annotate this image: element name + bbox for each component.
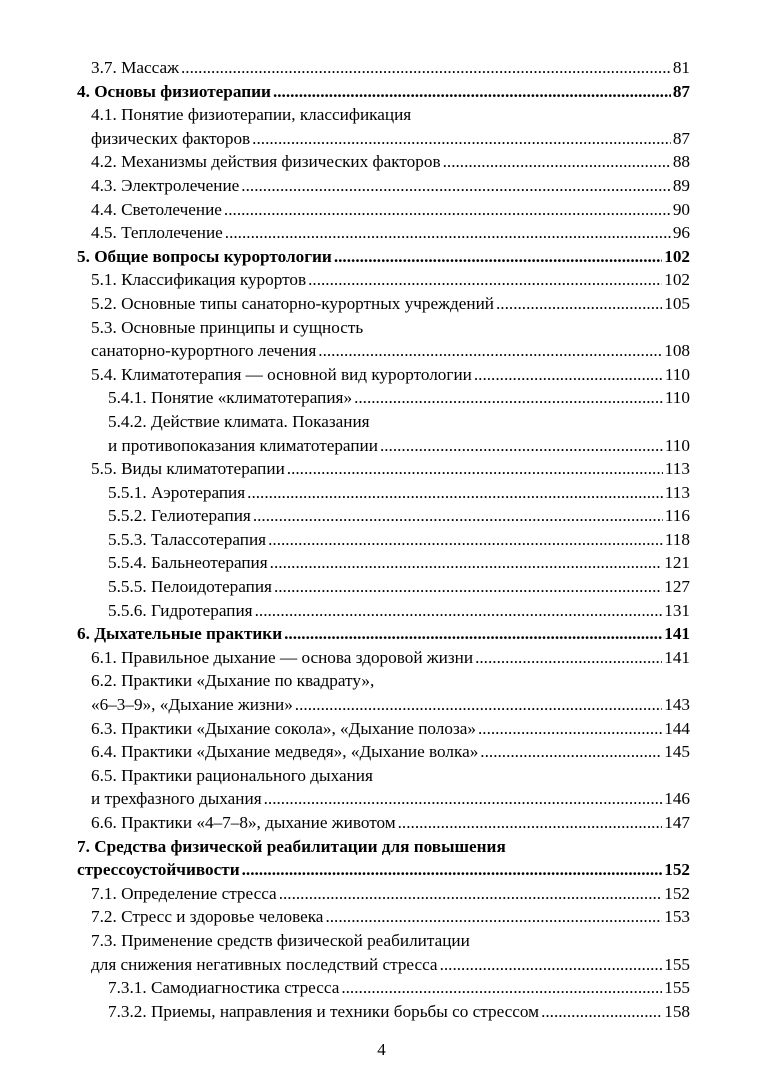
toc-entry-line bbox=[77, 198, 690, 222]
toc-page-number: 102 bbox=[664, 246, 690, 266]
toc-page-number: 146 bbox=[664, 789, 690, 809]
toc-page-number: 89 bbox=[672, 175, 690, 195]
toc-page-number: 108 bbox=[664, 341, 690, 361]
toc-entry-line bbox=[77, 669, 690, 693]
toc-entry-line bbox=[77, 56, 690, 80]
toc-entry-title: 5.5.6. Гидротерапия bbox=[108, 600, 253, 620]
toc-entry-line bbox=[77, 434, 690, 458]
toc-entry-title: стрессоустойчивости bbox=[77, 860, 240, 880]
toc-page-number: 141 bbox=[664, 647, 690, 667]
toc-entry-title: 6. Дыхательные практики bbox=[77, 624, 283, 644]
dot-leader bbox=[475, 646, 662, 670]
toc-entry-line bbox=[77, 811, 690, 835]
toc-entry-title: 4.5. Теплолечение bbox=[91, 223, 223, 243]
toc-page-number: 143 bbox=[664, 695, 690, 715]
page-number: 4 bbox=[377, 1040, 386, 1059]
toc-entry-title: 4. Основы физиотерапии bbox=[77, 81, 271, 101]
toc-page-number: 81 bbox=[672, 58, 690, 77]
toc-entry-line bbox=[77, 410, 690, 434]
toc-entry-title: 3.7. Массаж bbox=[91, 58, 179, 77]
toc-entry-line bbox=[77, 976, 690, 1000]
toc-page-number: 87 bbox=[672, 81, 690, 101]
toc-entry-line bbox=[77, 1000, 690, 1024]
dot-leader bbox=[247, 481, 663, 505]
table-of-contents bbox=[77, 56, 690, 1023]
toc-page-number: 88 bbox=[672, 152, 690, 172]
toc-entry-line bbox=[77, 316, 690, 340]
toc-entry-line bbox=[77, 953, 690, 977]
toc-page-number: 153 bbox=[664, 907, 690, 927]
toc-entry-title: 6.5. Практики рационального дыхания bbox=[91, 765, 373, 785]
toc-entry-line bbox=[77, 551, 690, 575]
toc-entry-title: 6.1. Правильное дыхание — основа здоровой жизни bbox=[91, 647, 474, 667]
dot-leader bbox=[242, 858, 663, 882]
toc-entry-line bbox=[77, 103, 690, 127]
toc-entry-title: и противопоказания климатотерапии bbox=[108, 435, 378, 455]
toc-page-number: 116 bbox=[664, 506, 690, 526]
dot-leader bbox=[318, 339, 662, 363]
toc-entry-line bbox=[77, 646, 690, 670]
toc-entry-title: 7.3. Применение средств физической реабилитации bbox=[91, 930, 470, 950]
toc-page-number: 110 bbox=[664, 435, 690, 455]
dot-leader bbox=[273, 80, 671, 104]
toc-page-number: 152 bbox=[664, 860, 690, 880]
dot-leader bbox=[474, 363, 663, 387]
toc-entry-title: и трехфазного дыхания bbox=[91, 789, 262, 809]
toc-page-number: 152 bbox=[664, 883, 690, 903]
toc-entry-title: 5.4.2. Действие климата. Показания bbox=[108, 411, 370, 431]
dot-leader bbox=[380, 434, 663, 458]
dot-leader bbox=[334, 245, 662, 269]
toc-entry-line bbox=[77, 386, 690, 410]
toc-entry-line bbox=[77, 339, 690, 363]
toc-entry-title: 5.5.4. Бальнеотерапия bbox=[108, 553, 268, 573]
dot-leader bbox=[225, 221, 671, 245]
dot-leader bbox=[443, 150, 671, 174]
toc-entry-title: 4.3. Электролечение bbox=[91, 175, 240, 195]
toc-entry-title: 4.2. Механизмы действия физических факторов bbox=[91, 152, 441, 172]
toc-page-number: 141 bbox=[664, 624, 690, 644]
toc-page-number: 127 bbox=[664, 577, 690, 597]
toc-page-number: 96 bbox=[672, 223, 690, 243]
toc-entry-line bbox=[77, 457, 690, 481]
toc-entry-title: 5. Общие вопросы курортологии bbox=[77, 246, 332, 266]
toc-entry-line bbox=[77, 174, 690, 198]
dot-leader bbox=[496, 292, 662, 316]
dot-leader bbox=[279, 882, 663, 906]
toc-entry-title: 7.3.2. Приемы, направления и техники борьбы со стрессом bbox=[108, 1001, 540, 1021]
dot-leader bbox=[440, 953, 663, 977]
toc-entry-title: 5.5.2. Гелиотерапия bbox=[108, 506, 251, 526]
toc-entry-line bbox=[77, 80, 690, 104]
dot-leader bbox=[270, 551, 663, 575]
toc-page-number: 105 bbox=[664, 293, 690, 313]
dot-leader bbox=[541, 1000, 662, 1024]
toc-entry-title: 7. Средства физической реабилитации для повышения bbox=[77, 836, 506, 856]
toc-entry-title: 6.3. Практики «Дыхание сокола», «Дыхание полоза» bbox=[91, 718, 476, 738]
toc-entry-title: 5.5.5. Пелоидотерапия bbox=[108, 577, 272, 597]
toc-page-number: 158 bbox=[664, 1001, 690, 1021]
dot-leader bbox=[284, 622, 662, 646]
toc-entry-line bbox=[77, 905, 690, 929]
toc-entry-line bbox=[77, 221, 690, 245]
toc-entry-line bbox=[77, 929, 690, 953]
toc-page-number: 144 bbox=[664, 718, 690, 738]
dot-leader bbox=[354, 386, 663, 410]
toc-entry-line bbox=[77, 787, 690, 811]
toc-entry-line bbox=[77, 858, 690, 882]
dot-leader bbox=[308, 268, 662, 292]
dot-leader bbox=[295, 693, 662, 717]
toc-entry-line bbox=[77, 481, 690, 505]
toc-entry-title: «6–3–9», «Дыхание жизни» bbox=[91, 695, 293, 715]
toc-page-number: 102 bbox=[664, 270, 690, 290]
toc-entry-title: 6.2. Практики «Дыхание по квадрату», bbox=[91, 671, 375, 691]
toc-entry-line bbox=[77, 268, 690, 292]
toc-entry-line bbox=[77, 363, 690, 387]
toc-entry-line bbox=[77, 599, 690, 623]
dot-leader bbox=[480, 740, 662, 764]
dot-leader bbox=[252, 127, 671, 151]
toc-page-number: 118 bbox=[664, 529, 690, 549]
toc-entry-line bbox=[77, 504, 690, 528]
toc-page-number: 155 bbox=[664, 978, 690, 998]
toc-entry-line bbox=[77, 292, 690, 316]
toc-page-number: 147 bbox=[664, 813, 690, 832]
toc-page-number: 145 bbox=[664, 742, 690, 762]
toc-entry-title: 5.2. Основные типы санаторно-курортных учреждений bbox=[91, 293, 494, 313]
toc-page-number: 90 bbox=[672, 199, 690, 219]
dot-leader bbox=[341, 976, 662, 1000]
toc-entry-title: 5.1. Классификация курортов bbox=[91, 270, 307, 290]
toc-page-number: 110 bbox=[664, 364, 690, 384]
dot-leader bbox=[264, 787, 663, 811]
toc-entry-line bbox=[77, 717, 690, 741]
toc-entry-title: 5.3. Основные принципы и сущность bbox=[91, 317, 364, 337]
toc-page-number: 110 bbox=[664, 388, 690, 408]
dot-leader bbox=[274, 575, 662, 599]
dot-leader bbox=[398, 811, 663, 835]
toc-page-number: 113 bbox=[664, 459, 690, 479]
toc-entry-line bbox=[77, 528, 690, 552]
dot-leader bbox=[241, 174, 671, 198]
toc-entry-line bbox=[77, 693, 690, 717]
toc-entry-line bbox=[77, 575, 690, 599]
dot-leader bbox=[224, 198, 671, 222]
toc-entry-title: 5.5. Виды климатотерапии bbox=[91, 459, 285, 479]
toc-entry-title: 6.4. Практики «Дыхание медведя», «Дыхание волка» bbox=[91, 742, 479, 762]
toc-entry-line bbox=[77, 882, 690, 906]
toc-page-number: 113 bbox=[664, 482, 690, 502]
toc-entry-line bbox=[77, 245, 690, 269]
toc-entry-title: 7.1. Определение стресса bbox=[91, 883, 277, 903]
toc-entry-title: 5.4.1. Понятие «климатотерапия» bbox=[108, 388, 353, 408]
toc-entry-line bbox=[77, 622, 690, 646]
toc-entry-title: санаторно-курортного лечения bbox=[91, 341, 317, 361]
toc-entry-line bbox=[77, 835, 690, 859]
toc-entry-title: для снижения негативных последствий стресса bbox=[91, 954, 438, 974]
toc-entry-title: 5.5.1. Аэротерапия bbox=[108, 482, 246, 502]
toc-entry-title: 4.4. Светолечение bbox=[91, 199, 222, 219]
toc-entry-line bbox=[77, 740, 690, 764]
dot-leader bbox=[478, 717, 662, 741]
toc-entry-title: 4.1. Понятие физиотерапии, классификация bbox=[91, 105, 412, 125]
toc-entry-title: 5.4. Климатотерапия — основной вид курортологии bbox=[91, 364, 472, 384]
dot-leader bbox=[268, 528, 663, 552]
toc-page-number: 131 bbox=[664, 600, 690, 620]
toc-entry-title: физических факторов bbox=[91, 128, 251, 148]
dot-leader bbox=[287, 457, 663, 481]
dot-leader bbox=[325, 905, 662, 929]
toc-entry-title: 7.2. Стресс и здоровье человека bbox=[91, 907, 324, 927]
toc-entry-line bbox=[77, 127, 690, 151]
toc-entry-line bbox=[77, 150, 690, 174]
toc-page-number: 121 bbox=[664, 553, 690, 573]
dot-leader bbox=[255, 599, 663, 623]
toc-page-number: 155 bbox=[664, 954, 690, 974]
toc-entry-title: 5.5.3. Талассотерапия bbox=[108, 529, 267, 549]
toc-entry-title: 7.3.1. Самодиагностика стресса bbox=[108, 978, 340, 998]
toc-entry-line bbox=[77, 764, 690, 788]
toc-page-number: 87 bbox=[672, 128, 690, 148]
dot-leader bbox=[181, 56, 671, 80]
dot-leader bbox=[253, 504, 663, 528]
toc-entry-title: 6.6. Практики «4–7–8», дыхание животом bbox=[91, 813, 396, 832]
